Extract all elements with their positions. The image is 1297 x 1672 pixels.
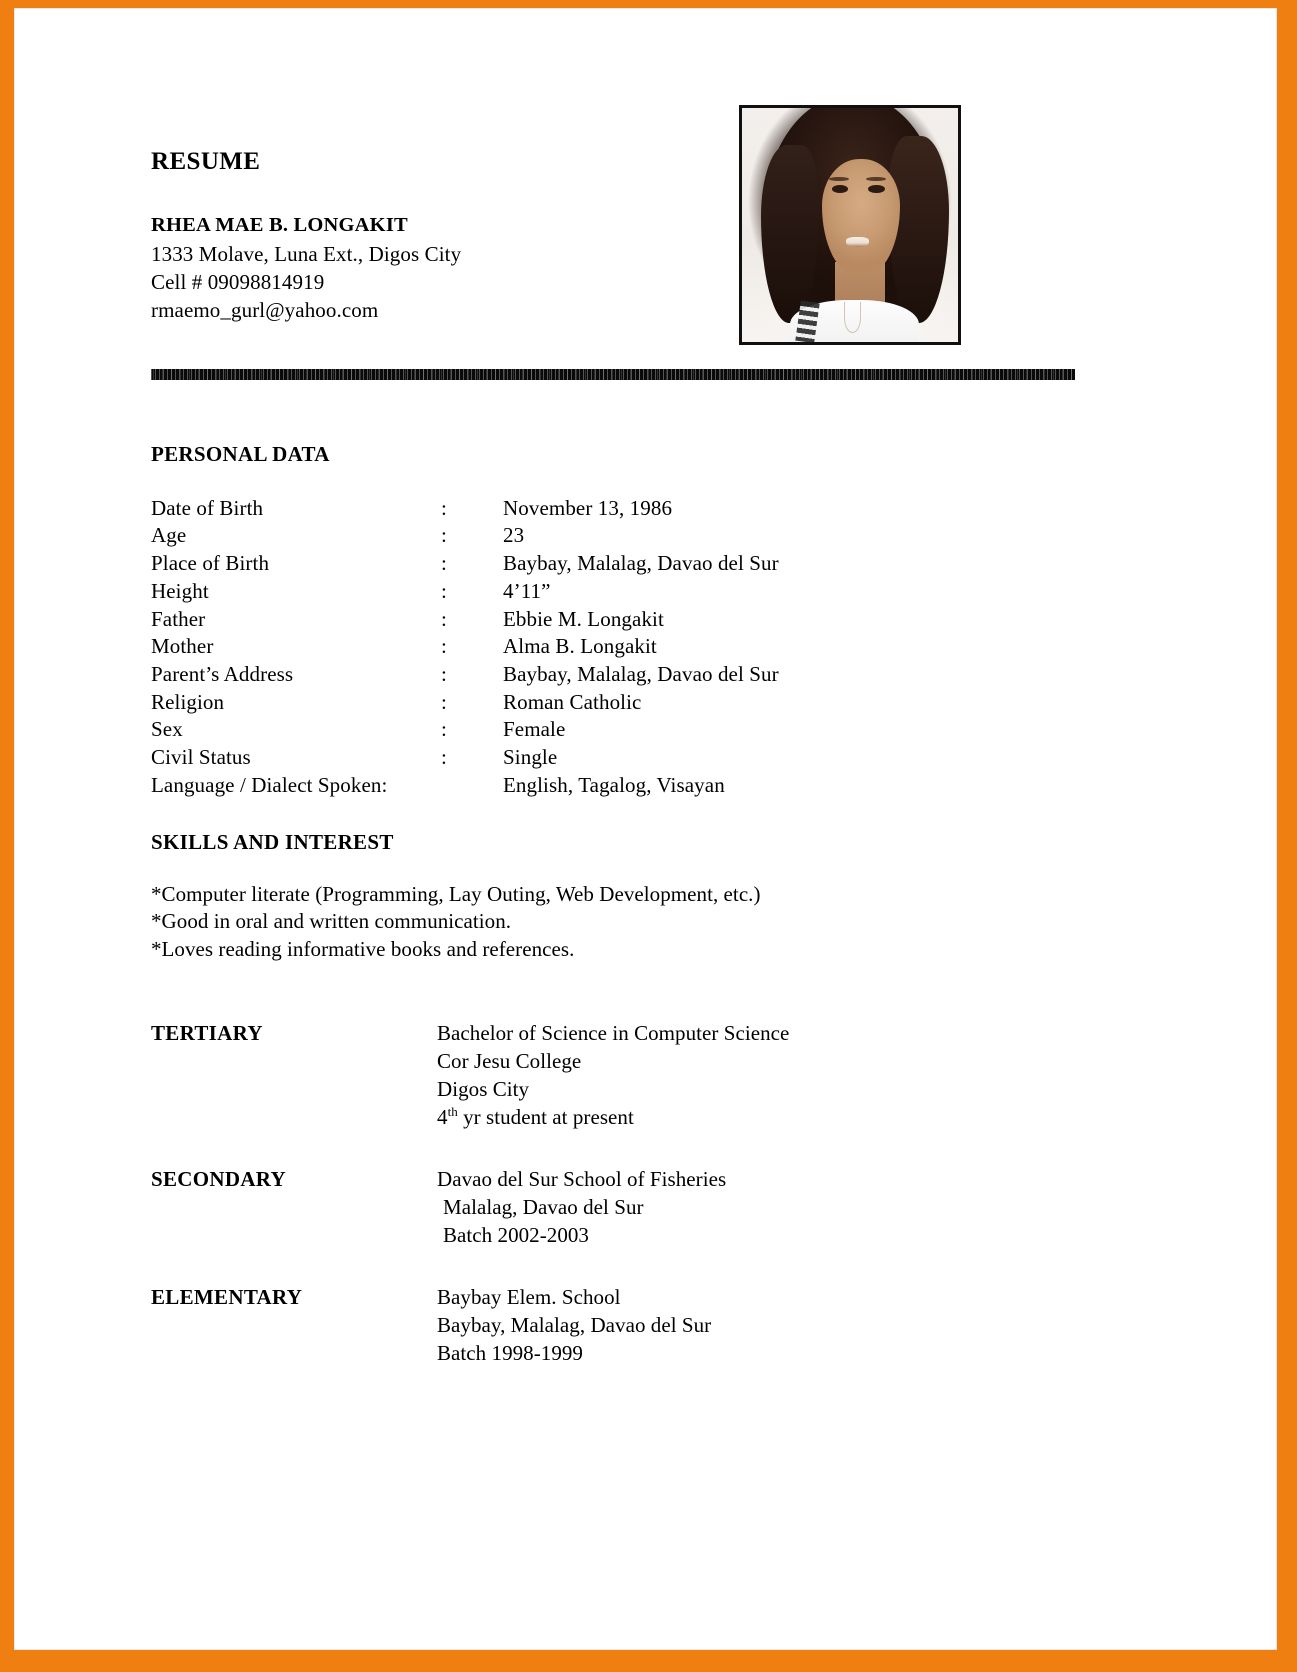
photo-necklace	[844, 302, 861, 332]
table-row	[151, 578, 779, 606]
education-line: Baybay, Malalag, Davao del Sur	[437, 1312, 712, 1337]
applicant-phone: Cell # 09098814919	[151, 270, 325, 295]
applicant-name: RHEA MAE B. LONGAKIT	[151, 214, 408, 236]
education-entry-elementary	[151, 1284, 1091, 1368]
year-number: 4	[437, 1105, 448, 1130]
row-colon: :	[441, 495, 447, 520]
education-entry-tertiary	[151, 1020, 1091, 1132]
table-row	[151, 633, 779, 661]
education-level-label: TERTIARY	[151, 1021, 263, 1046]
photo-eye-left	[832, 185, 848, 193]
row-value: English, Tagalog, Visayan	[503, 772, 725, 797]
table-row	[151, 661, 779, 689]
education-line: Batch 1998-1999	[437, 1340, 583, 1365]
row-label: Sex	[151, 717, 183, 742]
photo-hair-right	[889, 136, 949, 323]
table-row	[151, 716, 779, 744]
education-line: Cor Jesu College	[437, 1049, 582, 1074]
list-item: *Loves reading informative books and references.	[151, 937, 575, 962]
row-colon: :	[441, 578, 447, 603]
row-colon: :	[441, 551, 447, 576]
education-details	[437, 1020, 789, 1132]
applicant-photo-frame	[739, 105, 961, 345]
education-line: Baybay Elem. School	[437, 1284, 621, 1309]
row-label: Language / Dialect Spoken:	[151, 772, 388, 797]
education-level-label: ELEMENTARY	[151, 1284, 303, 1309]
education-line: Bachelor of Science in Computer Science	[437, 1021, 790, 1046]
education-level-label: SECONDARY	[151, 1166, 286, 1191]
table-row	[151, 606, 779, 634]
personal-data-table	[151, 495, 779, 800]
table-row-language	[151, 772, 779, 800]
row-value: Baybay, Malalag, Davao del Sur	[503, 551, 779, 576]
table-row	[151, 550, 779, 578]
row-label: Parent’s Address	[151, 661, 294, 686]
skills-list	[151, 881, 1091, 965]
education-section	[151, 1020, 1091, 1367]
education-line: Batch 2002-2003	[443, 1222, 589, 1247]
row-value: 4’11”	[503, 578, 551, 603]
education-line: Malalag, Davao del Sur	[443, 1194, 644, 1219]
row-label: Height	[151, 578, 209, 603]
row-value: Baybay, Malalag, Davao del Sur	[503, 661, 779, 686]
row-colon: :	[441, 634, 447, 659]
table-row	[151, 689, 779, 717]
year-level-text: yr student at present	[457, 1105, 634, 1130]
row-value: Ebbie M. Longakit	[503, 606, 664, 631]
table-row	[151, 495, 779, 523]
row-label: Religion	[151, 689, 225, 714]
education-entry-secondary	[151, 1166, 1091, 1250]
resume-document	[15, 9, 1276, 1649]
education-details	[437, 1166, 726, 1250]
personal-data-heading: PERSONAL DATA	[151, 441, 330, 466]
applicant-address: 1333 Molave, Luna Ext., Digos City	[151, 242, 462, 267]
page-title: RESUME	[151, 148, 261, 175]
row-label: Father	[151, 606, 206, 631]
row-value: November 13, 1986	[503, 495, 673, 520]
row-value: Roman Catholic	[503, 689, 642, 714]
row-colon: :	[441, 689, 447, 714]
row-colon: :	[441, 523, 447, 548]
row-value: 23	[503, 523, 525, 548]
row-colon: :	[441, 606, 447, 631]
education-line-year-level	[437, 1104, 789, 1132]
row-label: Age	[151, 523, 187, 548]
row-colon: :	[441, 661, 447, 686]
list-item: *Computer literate (Programming, Lay Outing, Web Development, etc.)	[151, 881, 761, 906]
ordinal-suffix: th	[447, 1104, 458, 1120]
row-value: Alma B. Longakit	[503, 634, 657, 659]
row-colon: :	[441, 745, 447, 770]
applicant-photo	[742, 108, 958, 342]
header-divider-bar	[151, 369, 1075, 380]
row-label: Date of Birth	[151, 495, 264, 520]
education-details	[437, 1284, 711, 1368]
row-label: Mother	[151, 634, 214, 659]
table-row	[151, 522, 779, 550]
row-value: Female	[503, 717, 566, 742]
skills-and-interest-heading: SKILLS AND INTEREST	[151, 829, 394, 854]
list-item: *Good in oral and written communication.	[151, 909, 512, 934]
page-surface	[14, 8, 1277, 1650]
table-row	[151, 744, 779, 772]
photo-eye-right	[868, 185, 884, 193]
row-label: Civil Status	[151, 745, 251, 770]
education-line: Davao del Sur School of Fisheries	[437, 1166, 727, 1191]
row-colon: :	[441, 717, 447, 742]
row-value: Single	[503, 745, 558, 770]
photo-mouth	[846, 237, 870, 247]
row-label: Place of Birth	[151, 551, 270, 576]
education-line: Digos City	[437, 1077, 530, 1102]
photo-hair-left	[761, 145, 817, 323]
applicant-email: rmaemo_gurl@yahoo.com	[151, 297, 379, 322]
